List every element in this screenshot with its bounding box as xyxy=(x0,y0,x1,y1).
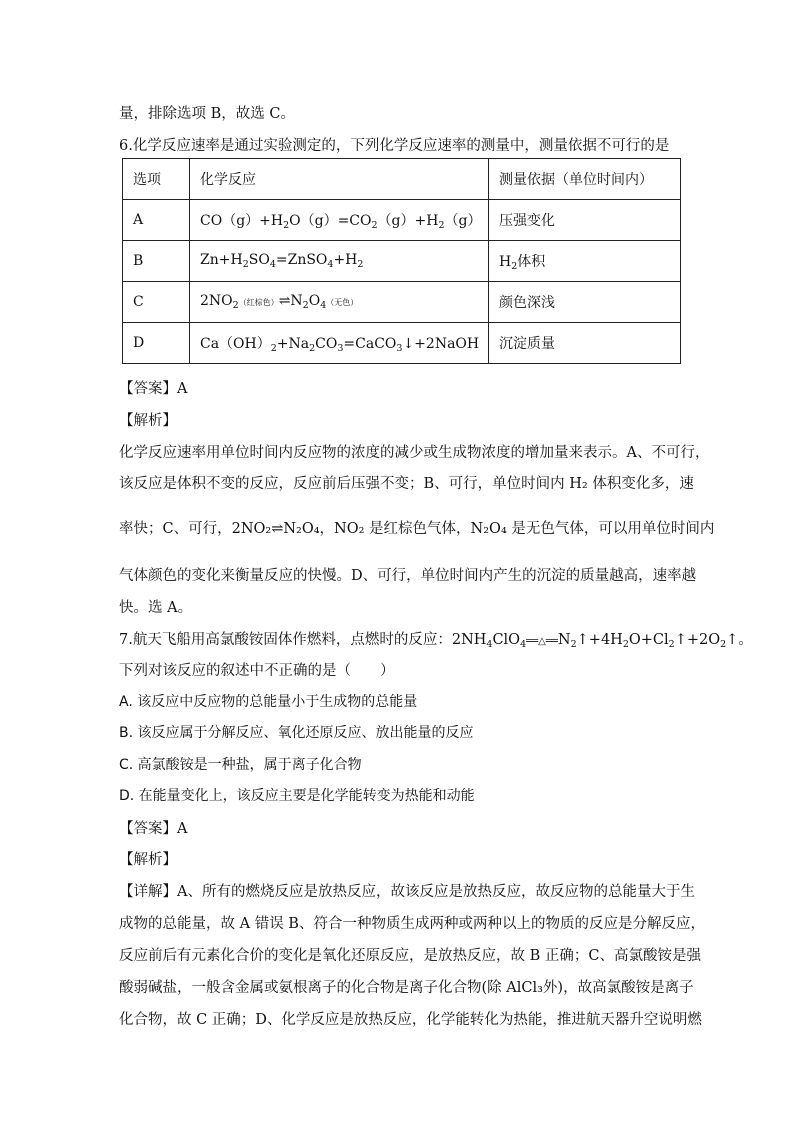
q7-option-d: D. 在能量变化上，该反应主要是化学能转变为热能和动能 xyxy=(119,788,475,804)
question-6-stem: 6.化学反应速率是通过实验测定的，下列化学反应速率的测量中，测量依据不可行的是 xyxy=(119,138,670,154)
row-reaction: $Ca(OH)_2+Na_2CO_3=CaCO_3↓+2NaOH$ xyxy=(190,323,489,364)
q7-option-c: C. 高氯酸铵是一种盐，属于离子化合物 xyxy=(119,757,362,773)
question-7-stem xyxy=(119,628,753,650)
q7-detail-line: 化合物，故 C 正确；D、化学反应是放热反应，化学能转化为热能，推进航天器升空说明燃 xyxy=(119,1012,702,1028)
table-row xyxy=(123,241,681,282)
question-6-table xyxy=(122,158,681,364)
table-header-row xyxy=(123,159,681,200)
row-basis: 压强变化 xyxy=(489,200,681,241)
q7-detail-line: 成物的总能量，故 A 错误 B、符合一种物质生成两种或两种以上的物质的反应是分解反应， xyxy=(119,916,705,932)
q7-detail-line: 酸弱碱盐，一般含金属或氨根离子的化合物是离子化合物(除 AlCl₃外)，故高氯酸铵是离子 xyxy=(119,980,694,996)
q6-analysis-line: 该反应是体积不变的反应，反应前后压强不变；B、可行，单位时间内 H₂ 体积变化多，速 xyxy=(119,476,694,492)
row-option: B xyxy=(123,241,190,282)
row-option: A xyxy=(123,200,190,241)
q7-option-b: B. 该反应属于分解反应、氧化还原反应、放出能量的反应 xyxy=(119,725,474,741)
q7-equation: $2NH_4ClO_4══\triangle══N_2↑+4H_2O+Cl_2↑+2O_2↑$。 xyxy=(451,632,753,650)
row-option: C xyxy=(123,282,190,323)
header-basis: 测量依据（单位时间内） xyxy=(489,159,681,200)
row-basis: 沉淀质量 xyxy=(489,323,681,364)
q7-answer: 【答案】A xyxy=(119,821,188,837)
q7-detail-line: 反应前后有元素化合价的变化是氧化还原反应，是放热反应，故 B 正确；C、高氯酸铵是强 xyxy=(119,948,701,964)
q6-analysis-line: 快。选 A。 xyxy=(119,600,193,616)
table-row xyxy=(123,200,681,241)
table-row xyxy=(123,282,681,323)
q6-analysis-label: 【解析】 xyxy=(119,413,177,429)
table-row xyxy=(123,323,681,364)
row-option: D xyxy=(123,323,190,364)
header-option: 选项 xyxy=(123,159,190,200)
row-reaction: $2NO_2$（红棕色）$\rightleftharpoons N_2O_4$（无色） xyxy=(190,282,489,323)
header-reaction: 化学反应 xyxy=(190,159,489,200)
q7-stem-lead: 7.航天飞船用高氯酸铵固体作燃料，点燃时的反应： xyxy=(119,632,452,648)
row-reaction: $Zn+H_2SO_4=ZnSO_4+H_2$ xyxy=(190,241,489,282)
row-basis: 颜色深浅 xyxy=(489,282,681,323)
q7-option-a: A. 该反应中反应物的总能量小于生成物的总能量 xyxy=(119,694,418,710)
q6-analysis-line: 气体颜色的变化来衡量反应的快慢。D、可行，单位时间内产生的沉淀的质量越高，速率越 xyxy=(119,568,697,584)
row-reaction: $CO(g)+H_2O(g)=CO_2(g)+H_2(g)$ xyxy=(190,200,489,241)
q7-detail-line: 【详解】A、所有的燃烧反应是放热反应，故该反应是放热反应，故反应物的总能量大于生 xyxy=(119,884,695,900)
prev-answer-tail: 量，排除选项 B，故选 C。 xyxy=(119,106,295,122)
row-basis: $H_2$体积 xyxy=(489,241,681,282)
q7-analysis-label: 【解析】 xyxy=(119,852,177,868)
q6-analysis-line: 率快；C、可行，2NO₂⇌N₂O₄，NO₂ 是红棕色气体，N₂O₄ 是无色气体，可以用单位时间内 xyxy=(119,521,715,537)
q6-answer: 【答案】A xyxy=(119,381,188,397)
q6-analysis-line: 化学反应速率用单位时间内反应物的浓度的减少或生成物浓度的增加量来表示。A、不可行， xyxy=(119,445,710,461)
q7-stem-line2: 下列对该反应的叙述中不正确的是（ ） xyxy=(119,663,395,679)
